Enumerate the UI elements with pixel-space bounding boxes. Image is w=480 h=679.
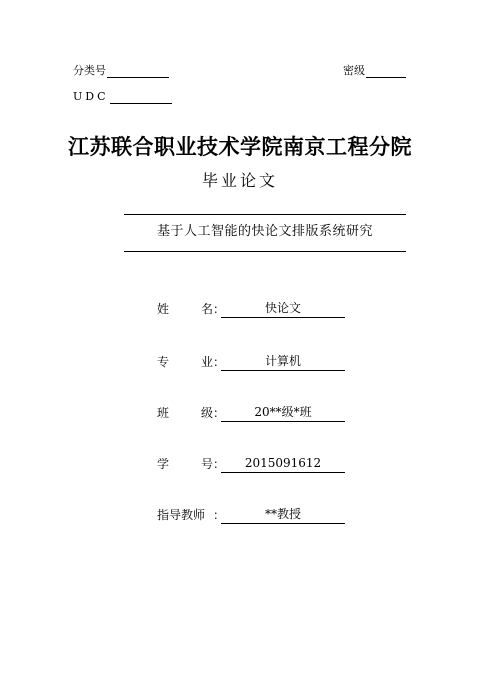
secret-label: 密级 xyxy=(343,64,365,77)
classification-label: 分类号 xyxy=(73,64,106,77)
document-type: 毕业论文 xyxy=(201,171,278,190)
class-label-char-1: 班 xyxy=(157,406,170,420)
advisor-field xyxy=(157,504,345,524)
student-id-label xyxy=(157,455,213,473)
name-label xyxy=(157,300,213,318)
major-value: 计算机 xyxy=(221,353,345,371)
student-id-value: 2015091612 xyxy=(221,455,345,473)
major-field xyxy=(157,351,345,371)
name-label-char-1: 姓 xyxy=(157,302,170,316)
class-field xyxy=(157,402,345,422)
thesis-title: 基于人工智能的快论文排版系统研究 xyxy=(156,224,373,239)
advisor-colon: ： xyxy=(213,508,226,522)
class-value: 20**级*班 xyxy=(221,404,345,422)
udc-number xyxy=(73,90,172,104)
title-rule-top xyxy=(124,214,406,215)
student-id-field xyxy=(157,453,345,473)
major-label xyxy=(157,353,213,371)
name-value: 快论文 xyxy=(221,300,345,318)
name-label-char-2: 名 xyxy=(200,302,213,316)
advisor-value: **教授 xyxy=(221,506,345,524)
class-label xyxy=(157,404,213,422)
school-name: 江苏联合职业技术学院南京工程分院 xyxy=(68,134,412,159)
title-rule-bottom xyxy=(124,251,406,252)
udc-label: UDC xyxy=(73,90,109,103)
name-field xyxy=(157,298,345,318)
secret-blank xyxy=(366,65,406,78)
class-colon: ： xyxy=(213,406,226,420)
student-id-label-char-1: 学 xyxy=(157,457,170,471)
secret-level xyxy=(343,64,406,78)
udc-blank xyxy=(110,91,172,104)
major-colon: ： xyxy=(213,355,226,369)
advisor-label: 指导教师 xyxy=(157,508,206,522)
class-label-char-2: 级 xyxy=(200,406,213,420)
student-id-colon: ： xyxy=(213,457,226,471)
major-label-char-2: 业 xyxy=(200,355,213,369)
name-colon: ： xyxy=(213,302,226,316)
major-label-char-1: 专 xyxy=(157,355,170,369)
classification-number xyxy=(73,64,169,78)
classification-blank xyxy=(107,65,169,78)
student-id-label-char-2: 号 xyxy=(200,457,213,471)
